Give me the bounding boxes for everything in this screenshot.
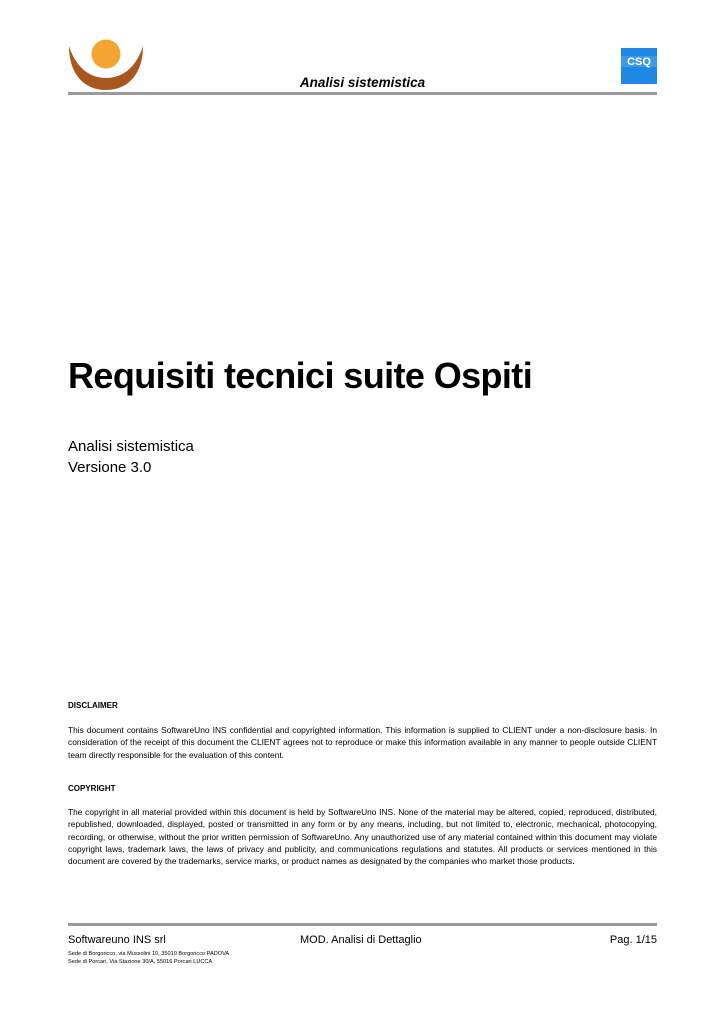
footer-address-1: Sede di Borgoricco, via Mussolini 10, 35010 Borgoricco PADOVA [68,951,230,957]
csq-badge-text: CSQ [627,56,651,68]
header-title: Analisi sistemistica [299,75,426,90]
copyright-heading: COPYRIGHT [68,784,116,793]
disclaimer-heading: DISCLAIMER [68,701,118,710]
document-title: Requisiti tecnici suite Ospiti [68,355,533,396]
subtitle-block [68,436,194,478]
logo-head [92,40,121,69]
csq-certification-badge [621,48,657,84]
footer-module: MOD. Analisi di Dettaglio [300,934,422,946]
copyright-section [68,806,657,867]
footer-address-2: Sede di Porcari, Via Stazione 30/A, 55016 Porcari LUCCA [68,959,213,965]
footer-rule [68,923,657,926]
footer-page-number: Pag. 1/15 [609,934,657,946]
copyright-end-mark: . [572,855,576,868]
document-subtitle: Analisi sistemistica [68,438,194,455]
document-version: Versione 3.0 [68,459,152,476]
copyright-body: The copyright in all material provided within this document is held by SoftwareUno INS. None of the material may be altered, copied, reproduced, distributed, republished, downloaded, displayed, posted or transmitted in any form or by any means, including, but not limited to, electronic, mechanical, photocopying, recording, or otherwise, without the prior written permission of SoftwareUno. Any unauthorized use of any material contained within this document may violate copyright laws, trademark laws, the laws of privacy and publicity, and communications regulations and statutes. All products or services mentioned in this document are covered by the trademarks, service marks, or product names as designated by the companies who market those products [68,807,657,867]
disclaimer-body: This document contains SoftwareUno INS confidential and copyrighted information. This information is supplied to CLIENT under a non-disclosure basis. In consideration of the receipt of this document the CLIENT agrees not to reproduce or make this information available in any manner to people outside CLIENT team directly responsible for the evaluation of this content. [68,725,657,760]
header-rule [68,92,657,95]
footer-company: Softwareuno INS srl [68,934,166,946]
